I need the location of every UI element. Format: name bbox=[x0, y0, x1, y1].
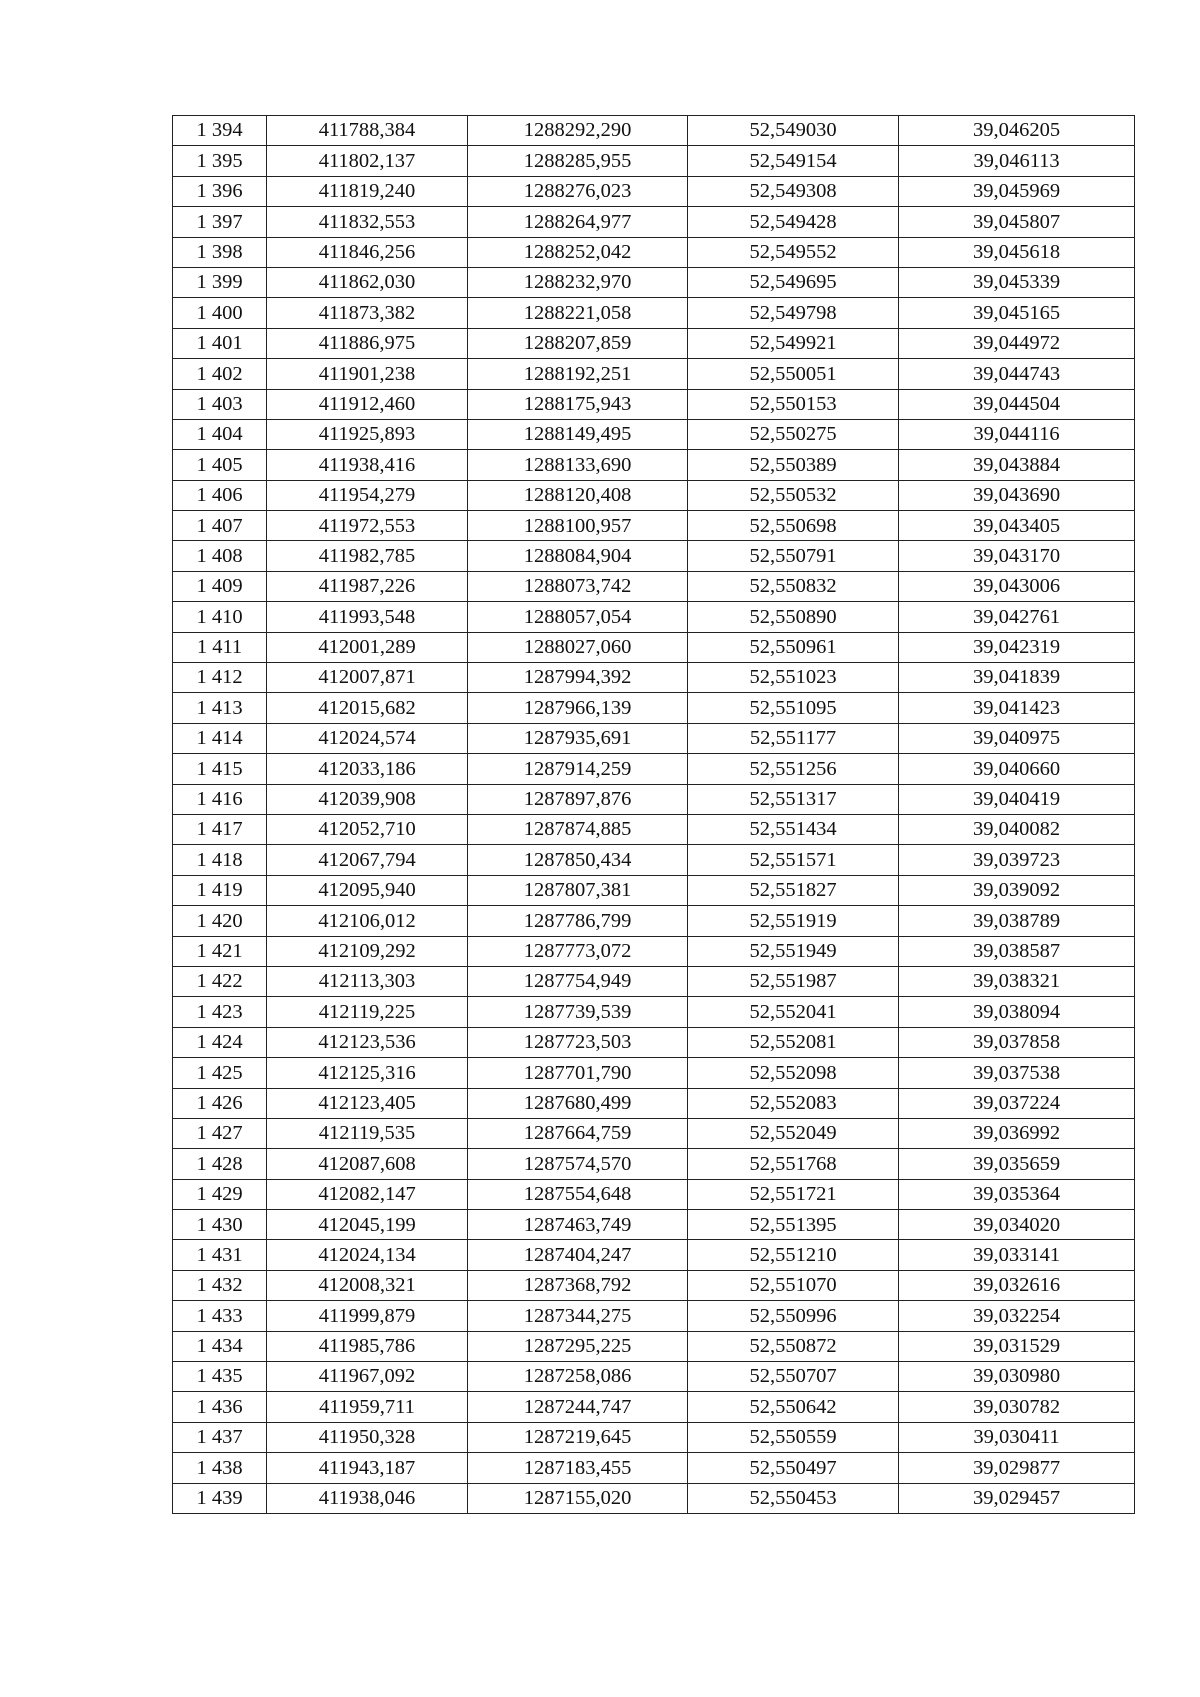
x-coordinate-cell: 411950,328 bbox=[267, 1422, 468, 1452]
latitude-cell: 52,550559 bbox=[688, 1422, 899, 1452]
point-number-cell: 1 407 bbox=[173, 511, 267, 541]
table-row bbox=[173, 1301, 1135, 1331]
latitude-cell: 52,551095 bbox=[688, 693, 899, 723]
point-number-cell: 1 423 bbox=[173, 997, 267, 1027]
longitude-cell: 39,044743 bbox=[899, 359, 1135, 389]
y-coordinate-cell: 1288027,060 bbox=[468, 632, 688, 662]
point-number-cell: 1 417 bbox=[173, 814, 267, 844]
latitude-cell: 52,551949 bbox=[688, 936, 899, 966]
y-coordinate-cell: 1288252,042 bbox=[468, 237, 688, 267]
longitude-cell: 39,040419 bbox=[899, 784, 1135, 814]
table-row bbox=[173, 298, 1135, 328]
x-coordinate-cell: 411999,879 bbox=[267, 1301, 468, 1331]
y-coordinate-cell: 1288292,290 bbox=[468, 116, 688, 146]
latitude-cell: 52,550153 bbox=[688, 389, 899, 419]
y-coordinate-cell: 1287295,225 bbox=[468, 1331, 688, 1361]
point-number-cell: 1 405 bbox=[173, 450, 267, 480]
point-number-cell: 1 399 bbox=[173, 267, 267, 297]
x-coordinate-cell: 411912,460 bbox=[267, 389, 468, 419]
latitude-cell: 52,550389 bbox=[688, 450, 899, 480]
y-coordinate-cell: 1287244,747 bbox=[468, 1392, 688, 1422]
longitude-cell: 39,045339 bbox=[899, 267, 1135, 297]
table-row bbox=[173, 1331, 1135, 1361]
table-row bbox=[173, 997, 1135, 1027]
y-coordinate-cell: 1288264,977 bbox=[468, 207, 688, 237]
table-row bbox=[173, 936, 1135, 966]
longitude-cell: 39,045969 bbox=[899, 176, 1135, 206]
point-number-cell: 1 437 bbox=[173, 1422, 267, 1452]
latitude-cell: 52,552098 bbox=[688, 1058, 899, 1088]
longitude-cell: 39,037224 bbox=[899, 1088, 1135, 1118]
table-row bbox=[173, 784, 1135, 814]
x-coordinate-cell: 412095,940 bbox=[267, 875, 468, 905]
longitude-cell: 39,046113 bbox=[899, 146, 1135, 176]
point-number-cell: 1 402 bbox=[173, 359, 267, 389]
point-number-cell: 1 425 bbox=[173, 1058, 267, 1088]
longitude-cell: 39,038789 bbox=[899, 906, 1135, 936]
y-coordinate-cell: 1287368,792 bbox=[468, 1270, 688, 1300]
y-coordinate-cell: 1287344,275 bbox=[468, 1301, 688, 1331]
latitude-cell: 52,551256 bbox=[688, 754, 899, 784]
y-coordinate-cell: 1287219,645 bbox=[468, 1422, 688, 1452]
longitude-cell: 39,038094 bbox=[899, 997, 1135, 1027]
y-coordinate-cell: 1288232,970 bbox=[468, 267, 688, 297]
y-coordinate-cell: 1287554,648 bbox=[468, 1179, 688, 1209]
y-coordinate-cell: 1288276,023 bbox=[468, 176, 688, 206]
point-number-cell: 1 412 bbox=[173, 663, 267, 693]
latitude-cell: 52,550961 bbox=[688, 632, 899, 662]
table-body bbox=[173, 116, 1135, 1514]
point-number-cell: 1 406 bbox=[173, 480, 267, 510]
y-coordinate-cell: 1288100,957 bbox=[468, 511, 688, 541]
longitude-cell: 39,030782 bbox=[899, 1392, 1135, 1422]
latitude-cell: 52,550453 bbox=[688, 1483, 899, 1513]
x-coordinate-cell: 411886,975 bbox=[267, 328, 468, 358]
latitude-cell: 52,549552 bbox=[688, 237, 899, 267]
point-number-cell: 1 400 bbox=[173, 298, 267, 328]
table-row bbox=[173, 511, 1135, 541]
y-coordinate-cell: 1287463,749 bbox=[468, 1210, 688, 1240]
latitude-cell: 52,550275 bbox=[688, 419, 899, 449]
y-coordinate-cell: 1287935,691 bbox=[468, 723, 688, 753]
table-row bbox=[173, 237, 1135, 267]
point-number-cell: 1 433 bbox=[173, 1301, 267, 1331]
x-coordinate-cell: 411901,238 bbox=[267, 359, 468, 389]
point-number-cell: 1 397 bbox=[173, 207, 267, 237]
longitude-cell: 39,037858 bbox=[899, 1027, 1135, 1057]
y-coordinate-cell: 1287994,392 bbox=[468, 663, 688, 693]
point-number-cell: 1 424 bbox=[173, 1027, 267, 1057]
x-coordinate-cell: 412082,147 bbox=[267, 1179, 468, 1209]
table-row bbox=[173, 389, 1135, 419]
y-coordinate-cell: 1287404,247 bbox=[468, 1240, 688, 1270]
longitude-cell: 39,044504 bbox=[899, 389, 1135, 419]
point-number-cell: 1 396 bbox=[173, 176, 267, 206]
longitude-cell: 39,043690 bbox=[899, 480, 1135, 510]
longitude-cell: 39,046205 bbox=[899, 116, 1135, 146]
x-coordinate-cell: 411819,240 bbox=[267, 176, 468, 206]
longitude-cell: 39,037538 bbox=[899, 1058, 1135, 1088]
x-coordinate-cell: 412119,535 bbox=[267, 1118, 468, 1148]
latitude-cell: 52,550707 bbox=[688, 1362, 899, 1392]
latitude-cell: 52,552081 bbox=[688, 1027, 899, 1057]
y-coordinate-cell: 1288133,690 bbox=[468, 450, 688, 480]
y-coordinate-cell: 1287258,086 bbox=[468, 1362, 688, 1392]
x-coordinate-cell: 411925,893 bbox=[267, 419, 468, 449]
latitude-cell: 52,549695 bbox=[688, 267, 899, 297]
x-coordinate-cell: 412087,608 bbox=[267, 1149, 468, 1179]
y-coordinate-cell: 1287664,759 bbox=[468, 1118, 688, 1148]
y-coordinate-cell: 1287914,259 bbox=[468, 754, 688, 784]
longitude-cell: 39,038587 bbox=[899, 936, 1135, 966]
point-number-cell: 1 422 bbox=[173, 966, 267, 996]
x-coordinate-cell: 411802,137 bbox=[267, 146, 468, 176]
y-coordinate-cell: 1288073,742 bbox=[468, 571, 688, 601]
x-coordinate-cell: 411982,785 bbox=[267, 541, 468, 571]
y-coordinate-cell: 1287874,885 bbox=[468, 814, 688, 844]
point-number-cell: 1 438 bbox=[173, 1453, 267, 1483]
longitude-cell: 39,043006 bbox=[899, 571, 1135, 601]
latitude-cell: 52,552049 bbox=[688, 1118, 899, 1148]
longitude-cell: 39,045165 bbox=[899, 298, 1135, 328]
table-row bbox=[173, 663, 1135, 693]
point-number-cell: 1 404 bbox=[173, 419, 267, 449]
point-number-cell: 1 419 bbox=[173, 875, 267, 905]
y-coordinate-cell: 1287897,876 bbox=[468, 784, 688, 814]
latitude-cell: 52,550532 bbox=[688, 480, 899, 510]
latitude-cell: 52,551070 bbox=[688, 1270, 899, 1300]
point-number-cell: 1 428 bbox=[173, 1149, 267, 1179]
table-row bbox=[173, 1362, 1135, 1392]
y-coordinate-cell: 1287754,949 bbox=[468, 966, 688, 996]
longitude-cell: 39,029457 bbox=[899, 1483, 1135, 1513]
longitude-cell: 39,040082 bbox=[899, 814, 1135, 844]
longitude-cell: 39,043884 bbox=[899, 450, 1135, 480]
point-number-cell: 1 430 bbox=[173, 1210, 267, 1240]
x-coordinate-cell: 411972,553 bbox=[267, 511, 468, 541]
latitude-cell: 52,551434 bbox=[688, 814, 899, 844]
point-number-cell: 1 413 bbox=[173, 693, 267, 723]
latitude-cell: 52,551919 bbox=[688, 906, 899, 936]
latitude-cell: 52,551571 bbox=[688, 845, 899, 875]
table-row bbox=[173, 1027, 1135, 1057]
point-number-cell: 1 429 bbox=[173, 1179, 267, 1209]
x-coordinate-cell: 411993,548 bbox=[267, 602, 468, 632]
table-row bbox=[173, 1210, 1135, 1240]
table-row bbox=[173, 754, 1135, 784]
table-row bbox=[173, 845, 1135, 875]
y-coordinate-cell: 1288149,495 bbox=[468, 419, 688, 449]
x-coordinate-cell: 411832,553 bbox=[267, 207, 468, 237]
table-row bbox=[173, 1118, 1135, 1148]
x-coordinate-cell: 411938,416 bbox=[267, 450, 468, 480]
latitude-cell: 52,550890 bbox=[688, 602, 899, 632]
longitude-cell: 39,041423 bbox=[899, 693, 1135, 723]
latitude-cell: 52,551210 bbox=[688, 1240, 899, 1270]
table-row bbox=[173, 723, 1135, 753]
longitude-cell: 39,042761 bbox=[899, 602, 1135, 632]
x-coordinate-cell: 411959,711 bbox=[267, 1392, 468, 1422]
latitude-cell: 52,551177 bbox=[688, 723, 899, 753]
table-row bbox=[173, 1483, 1135, 1513]
table-row bbox=[173, 146, 1135, 176]
table-row bbox=[173, 875, 1135, 905]
x-coordinate-cell: 412015,682 bbox=[267, 693, 468, 723]
table-row bbox=[173, 480, 1135, 510]
x-coordinate-cell: 412123,405 bbox=[267, 1088, 468, 1118]
y-coordinate-cell: 1288221,058 bbox=[468, 298, 688, 328]
longitude-cell: 39,030980 bbox=[899, 1362, 1135, 1392]
x-coordinate-cell: 412024,134 bbox=[267, 1240, 468, 1270]
point-number-cell: 1 432 bbox=[173, 1270, 267, 1300]
table-row bbox=[173, 176, 1135, 206]
longitude-cell: 39,032254 bbox=[899, 1301, 1135, 1331]
latitude-cell: 52,549154 bbox=[688, 146, 899, 176]
point-number-cell: 1 435 bbox=[173, 1362, 267, 1392]
longitude-cell: 39,039723 bbox=[899, 845, 1135, 875]
longitude-cell: 39,043170 bbox=[899, 541, 1135, 571]
point-number-cell: 1 403 bbox=[173, 389, 267, 419]
point-number-cell: 1 401 bbox=[173, 328, 267, 358]
table-row bbox=[173, 207, 1135, 237]
y-coordinate-cell: 1287680,499 bbox=[468, 1088, 688, 1118]
table-row bbox=[173, 1270, 1135, 1300]
latitude-cell: 52,549030 bbox=[688, 116, 899, 146]
point-number-cell: 1 418 bbox=[173, 845, 267, 875]
y-coordinate-cell: 1287574,570 bbox=[468, 1149, 688, 1179]
point-number-cell: 1 421 bbox=[173, 936, 267, 966]
y-coordinate-cell: 1287773,072 bbox=[468, 936, 688, 966]
table-row bbox=[173, 693, 1135, 723]
point-number-cell: 1 436 bbox=[173, 1392, 267, 1422]
x-coordinate-cell: 412033,186 bbox=[267, 754, 468, 784]
point-number-cell: 1 439 bbox=[173, 1483, 267, 1513]
x-coordinate-cell: 411788,384 bbox=[267, 116, 468, 146]
table-row bbox=[173, 632, 1135, 662]
latitude-cell: 52,550996 bbox=[688, 1301, 899, 1331]
table-row bbox=[173, 602, 1135, 632]
x-coordinate-cell: 411954,279 bbox=[267, 480, 468, 510]
table-row bbox=[173, 1240, 1135, 1270]
longitude-cell: 39,039092 bbox=[899, 875, 1135, 905]
x-coordinate-cell: 411943,187 bbox=[267, 1453, 468, 1483]
y-coordinate-cell: 1287786,799 bbox=[468, 906, 688, 936]
table-row bbox=[173, 571, 1135, 601]
table-row bbox=[173, 359, 1135, 389]
longitude-cell: 39,035659 bbox=[899, 1149, 1135, 1179]
longitude-cell: 39,044116 bbox=[899, 419, 1135, 449]
latitude-cell: 52,551721 bbox=[688, 1179, 899, 1209]
longitude-cell: 39,029877 bbox=[899, 1453, 1135, 1483]
point-number-cell: 1 410 bbox=[173, 602, 267, 632]
y-coordinate-cell: 1288207,859 bbox=[468, 328, 688, 358]
longitude-cell: 39,043405 bbox=[899, 511, 1135, 541]
table-row bbox=[173, 541, 1135, 571]
x-coordinate-cell: 411985,786 bbox=[267, 1331, 468, 1361]
longitude-cell: 39,040975 bbox=[899, 723, 1135, 753]
point-number-cell: 1 420 bbox=[173, 906, 267, 936]
y-coordinate-cell: 1287739,539 bbox=[468, 997, 688, 1027]
longitude-cell: 39,042319 bbox=[899, 632, 1135, 662]
longitude-cell: 39,040660 bbox=[899, 754, 1135, 784]
point-number-cell: 1 395 bbox=[173, 146, 267, 176]
latitude-cell: 52,550832 bbox=[688, 571, 899, 601]
longitude-cell: 39,030411 bbox=[899, 1422, 1135, 1452]
latitude-cell: 52,549428 bbox=[688, 207, 899, 237]
table-row bbox=[173, 267, 1135, 297]
y-coordinate-cell: 1288175,943 bbox=[468, 389, 688, 419]
x-coordinate-cell: 412106,012 bbox=[267, 906, 468, 936]
y-coordinate-cell: 1287850,434 bbox=[468, 845, 688, 875]
table-row bbox=[173, 966, 1135, 996]
latitude-cell: 52,551827 bbox=[688, 875, 899, 905]
y-coordinate-cell: 1287183,455 bbox=[468, 1453, 688, 1483]
latitude-cell: 52,549921 bbox=[688, 328, 899, 358]
latitude-cell: 52,550872 bbox=[688, 1331, 899, 1361]
x-coordinate-cell: 412007,871 bbox=[267, 663, 468, 693]
latitude-cell: 52,550642 bbox=[688, 1392, 899, 1422]
latitude-cell: 52,550698 bbox=[688, 511, 899, 541]
latitude-cell: 52,551987 bbox=[688, 966, 899, 996]
latitude-cell: 52,551317 bbox=[688, 784, 899, 814]
latitude-cell: 52,550497 bbox=[688, 1453, 899, 1483]
longitude-cell: 39,036992 bbox=[899, 1118, 1135, 1148]
point-number-cell: 1 416 bbox=[173, 784, 267, 814]
latitude-cell: 52,551768 bbox=[688, 1149, 899, 1179]
point-number-cell: 1 426 bbox=[173, 1088, 267, 1118]
y-coordinate-cell: 1288084,904 bbox=[468, 541, 688, 571]
point-number-cell: 1 411 bbox=[173, 632, 267, 662]
table-row bbox=[173, 1453, 1135, 1483]
y-coordinate-cell: 1288057,054 bbox=[468, 602, 688, 632]
y-coordinate-cell: 1288192,251 bbox=[468, 359, 688, 389]
x-coordinate-cell: 412125,316 bbox=[267, 1058, 468, 1088]
coordinates-table bbox=[172, 115, 1135, 1514]
table-row bbox=[173, 1179, 1135, 1209]
table-row bbox=[173, 116, 1135, 146]
latitude-cell: 52,552083 bbox=[688, 1088, 899, 1118]
point-number-cell: 1 415 bbox=[173, 754, 267, 784]
point-number-cell: 1 398 bbox=[173, 237, 267, 267]
x-coordinate-cell: 411862,030 bbox=[267, 267, 468, 297]
point-number-cell: 1 394 bbox=[173, 116, 267, 146]
y-coordinate-cell: 1287701,790 bbox=[468, 1058, 688, 1088]
longitude-cell: 39,045807 bbox=[899, 207, 1135, 237]
point-number-cell: 1 434 bbox=[173, 1331, 267, 1361]
latitude-cell: 52,552041 bbox=[688, 997, 899, 1027]
y-coordinate-cell: 1287723,503 bbox=[468, 1027, 688, 1057]
x-coordinate-cell: 412024,574 bbox=[267, 723, 468, 753]
y-coordinate-cell: 1287966,139 bbox=[468, 693, 688, 723]
table-row bbox=[173, 450, 1135, 480]
latitude-cell: 52,549798 bbox=[688, 298, 899, 328]
point-number-cell: 1 431 bbox=[173, 1240, 267, 1270]
point-number-cell: 1 408 bbox=[173, 541, 267, 571]
table-row bbox=[173, 419, 1135, 449]
point-number-cell: 1 427 bbox=[173, 1118, 267, 1148]
x-coordinate-cell: 411967,092 bbox=[267, 1362, 468, 1392]
table-row bbox=[173, 1392, 1135, 1422]
table-row bbox=[173, 814, 1135, 844]
longitude-cell: 39,031529 bbox=[899, 1331, 1135, 1361]
x-coordinate-cell: 412067,794 bbox=[267, 845, 468, 875]
latitude-cell: 52,550051 bbox=[688, 359, 899, 389]
table-row bbox=[173, 1149, 1135, 1179]
x-coordinate-cell: 412045,199 bbox=[267, 1210, 468, 1240]
x-coordinate-cell: 412123,536 bbox=[267, 1027, 468, 1057]
longitude-cell: 39,045618 bbox=[899, 237, 1135, 267]
latitude-cell: 52,551023 bbox=[688, 663, 899, 693]
x-coordinate-cell: 412052,710 bbox=[267, 814, 468, 844]
y-coordinate-cell: 1288285,955 bbox=[468, 146, 688, 176]
table-row bbox=[173, 1088, 1135, 1118]
longitude-cell: 39,035364 bbox=[899, 1179, 1135, 1209]
latitude-cell: 52,551395 bbox=[688, 1210, 899, 1240]
table-row bbox=[173, 328, 1135, 358]
longitude-cell: 39,032616 bbox=[899, 1270, 1135, 1300]
latitude-cell: 52,549308 bbox=[688, 176, 899, 206]
y-coordinate-cell: 1288120,408 bbox=[468, 480, 688, 510]
table-row bbox=[173, 1058, 1135, 1088]
longitude-cell: 39,034020 bbox=[899, 1210, 1135, 1240]
latitude-cell: 52,550791 bbox=[688, 541, 899, 571]
longitude-cell: 39,044972 bbox=[899, 328, 1135, 358]
longitude-cell: 39,033141 bbox=[899, 1240, 1135, 1270]
longitude-cell: 39,038321 bbox=[899, 966, 1135, 996]
table-row bbox=[173, 1422, 1135, 1452]
x-coordinate-cell: 412109,292 bbox=[267, 936, 468, 966]
y-coordinate-cell: 1287155,020 bbox=[468, 1483, 688, 1513]
x-coordinate-cell: 412113,303 bbox=[267, 966, 468, 996]
x-coordinate-cell: 411938,046 bbox=[267, 1483, 468, 1513]
x-coordinate-cell: 412119,225 bbox=[267, 997, 468, 1027]
x-coordinate-cell: 411873,382 bbox=[267, 298, 468, 328]
x-coordinate-cell: 412008,321 bbox=[267, 1270, 468, 1300]
point-number-cell: 1 409 bbox=[173, 571, 267, 601]
x-coordinate-cell: 412001,289 bbox=[267, 632, 468, 662]
x-coordinate-cell: 411987,226 bbox=[267, 571, 468, 601]
table-row bbox=[173, 906, 1135, 936]
y-coordinate-cell: 1287807,381 bbox=[468, 875, 688, 905]
longitude-cell: 39,041839 bbox=[899, 663, 1135, 693]
point-number-cell: 1 414 bbox=[173, 723, 267, 753]
x-coordinate-cell: 411846,256 bbox=[267, 237, 468, 267]
x-coordinate-cell: 412039,908 bbox=[267, 784, 468, 814]
